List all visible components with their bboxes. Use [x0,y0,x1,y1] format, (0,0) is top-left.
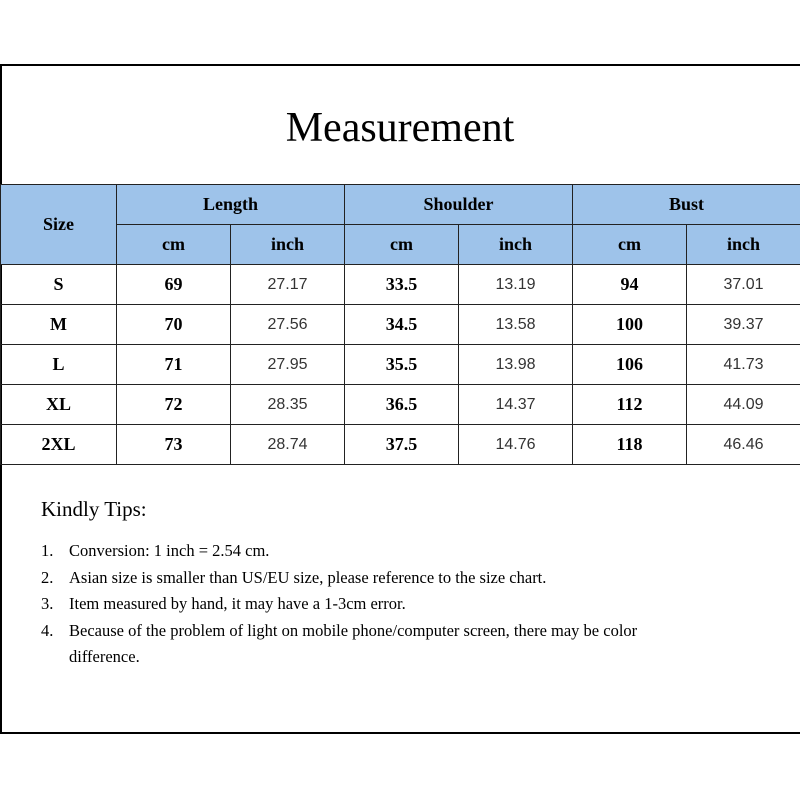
bust-cm-cell: 112 [573,385,687,425]
size-cell: M [1,305,117,345]
bust-inch-cell: 39.37 [687,305,800,345]
page-title: Measurement [285,105,515,151]
shoulder-cm-cell: 35.5 [345,345,459,385]
tip-item [41,538,741,565]
length-cm-cell: 72 [117,385,231,425]
shoulder-inch-cell: 13.19 [459,265,573,305]
length-cm-cell: 69 [117,265,231,305]
bust-cm-cell: 100 [573,305,687,345]
length-inch-cell: 28.35 [231,385,345,425]
tips-list [41,538,741,671]
unit-header: cm [573,225,687,265]
tip-text: Conversion: 1 inch = 2.54 cm. [69,541,270,560]
bust-inch-cell: 44.09 [687,385,800,425]
tip-number: 1. [41,541,54,560]
shoulder-cm-cell: 34.5 [345,305,459,345]
table-row [1,385,800,425]
tip-item [41,591,741,618]
shoulder-inch-cell: 14.76 [459,425,573,465]
length-cm-cell: 71 [117,345,231,385]
shoulder-group-header: Shoulder [345,185,573,225]
unit-header: cm [117,225,231,265]
shoulder-inch-cell: 13.58 [459,305,573,345]
tip-number: 2. [41,567,54,587]
length-cm-cell: 73 [117,425,231,465]
length-inch-cell: 28.74 [231,425,345,465]
size-column-header: Size [1,185,117,265]
tip-number: 3. [41,594,54,613]
tip-text: Asian size is smaller than US/EU size, please reference to the size chart. [69,567,547,587]
bust-inch-cell: 46.46 [687,425,800,465]
bust-inch-cell: 37.01 [687,265,800,305]
tip-item [41,618,741,671]
size-cell: 2XL [1,425,117,465]
size-cell: S [1,265,117,305]
table-row [1,265,800,305]
bust-cm-cell: 106 [573,345,687,385]
tips-heading: Kindly Tips: [41,497,147,521]
size-cell: L [1,345,117,385]
table-row [1,305,800,345]
bust-group-header: Bust [573,185,800,225]
tip-text: Item measured by hand, it may have a 1-3cm error. [69,594,406,613]
shoulder-cm-cell: 37.5 [345,425,459,465]
table-row [1,425,800,465]
unit-header: inch [459,225,573,265]
shoulder-inch-cell: 13.98 [459,345,573,385]
group-header-row [1,185,800,225]
length-inch-cell: 27.56 [231,305,345,345]
length-inch-cell: 27.17 [231,265,345,305]
size-cell: XL [1,385,117,425]
shoulder-cm-cell: 33.5 [345,265,459,305]
length-inch-cell: 27.95 [231,345,345,385]
unit-header-row [1,225,800,265]
tip-number: 4. [41,620,54,640]
bust-cm-cell: 118 [573,425,687,465]
length-cm-cell: 70 [117,305,231,345]
bust-cm-cell: 94 [573,265,687,305]
unit-header: inch [687,225,800,265]
size-chart-table [0,184,800,465]
unit-header: inch [231,225,345,265]
bust-inch-cell: 41.73 [687,345,800,385]
tip-item [41,565,741,592]
tip-text: Because of the problem of light on mobile phone/computer screen, there may be color difference. [69,620,638,666]
length-group-header: Length [117,185,345,225]
table-row [1,345,800,385]
shoulder-cm-cell: 36.5 [345,385,459,425]
unit-header: cm [345,225,459,265]
shoulder-inch-cell: 14.37 [459,385,573,425]
